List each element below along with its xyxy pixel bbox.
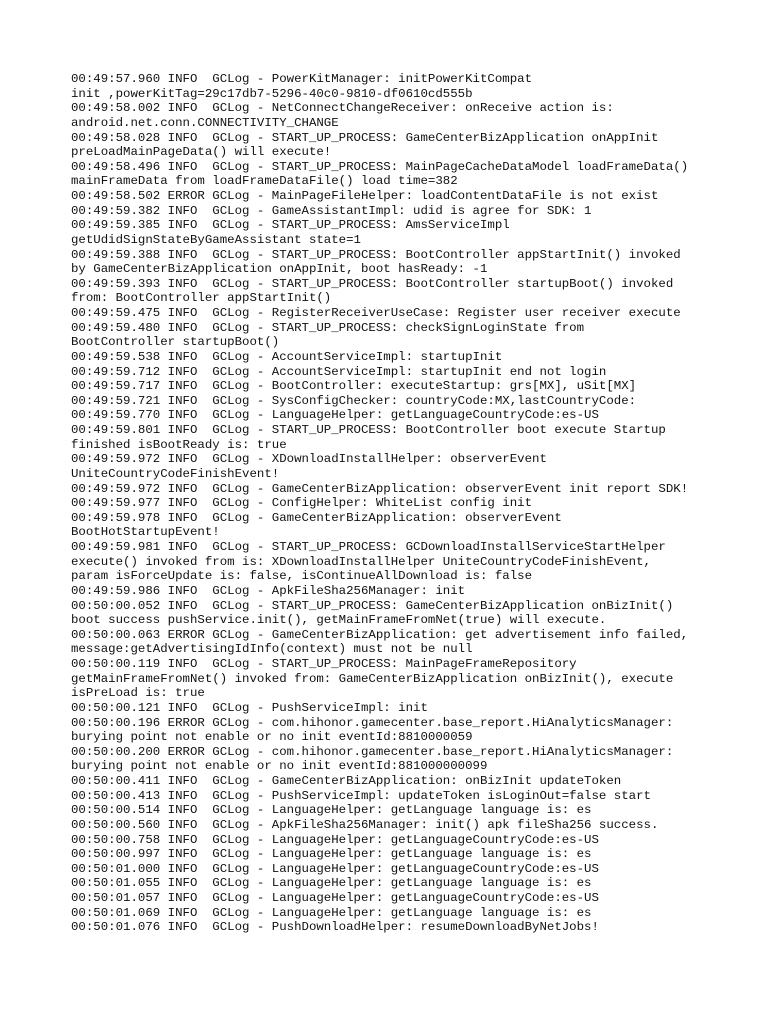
log-line: init ,powerKitTag=29c17db7-5296-40c0-9810-df0610cd555b	[71, 86, 473, 101]
log-line: isPreLoad is: true	[71, 686, 205, 701]
log-line: 00:49:59.801 INFO GCLog - START_UP_PROCESS: BootController boot execute Startup	[71, 423, 666, 437]
log-line: 00:50:00.063 ERROR GCLog - GameCenterBizApplication: get advertisement info failed,	[71, 627, 689, 642]
log-line: 00:50:00.411 INFO GCLog - GameCenterBizApplication: onBizInit updateToken	[71, 774, 622, 788]
log-line: 00:49:59.978 INFO GCLog - GameCenterBizApplication: observerEvent	[71, 510, 562, 525]
log-line: message:getAdvertisingIdInfo(context) must not be null	[71, 642, 473, 657]
log-line: getMainFrameFromNet() invoked from: GameCenterBizApplication onBizInit(), execute	[71, 671, 674, 686]
log-line: 00:49:59.972 INFO GCLog - XDownloadInstallHelper: observerEvent	[71, 452, 547, 467]
log-line: 00:49:59.977 INFO GCLog - ConfigHelper: WhiteList config init	[71, 496, 533, 511]
log-line: 00:50:00.052 INFO GCLog - START_UP_PROCESS: GameCenterBizApplication onBizInit()	[71, 598, 674, 613]
log-line: 00:49:59.717 INFO GCLog - BootController: executeStartup: grs[MX], uSit[MX]	[71, 379, 637, 394]
log-line: 00:49:58.502 ERROR GCLog - MainPageFileHelper: loadContentDataFile is not exist	[71, 189, 659, 203]
log-line: getUdidSignStateByGameAssistant state=1	[71, 232, 361, 247]
log-line: BootController startupBoot()	[71, 335, 280, 350]
log-line: 00:49:59.480 INFO GCLog - START_UP_PROCESS: checkSignLoginState from	[71, 320, 585, 335]
log-line: 00:50:00.121 INFO GCLog - PushServiceImpl: init	[71, 700, 428, 715]
log-line: param isForceUpdate is: false, isContinueAllDownload is: false	[71, 569, 533, 584]
log-line: 00:50:00.758 INFO GCLog - LanguageHelper: getLanguageCountryCode:es-US	[71, 832, 599, 847]
log-line: burying point not enable or no init eventId:8810000059	[71, 730, 473, 745]
log-line: 00:49:58.002 INFO GCLog - NetConnectChangeReceiver: onReceive action is:	[71, 101, 614, 116]
log-line: 00:49:59.388 INFO GCLog - START_UP_PROCESS: BootController appStartInit() invoked	[71, 247, 681, 262]
log-line: 00:50:01.055 INFO GCLog - LanguageHelper: getLanguage language is: es	[71, 876, 592, 891]
log-line: 00:50:01.069 INFO GCLog - LanguageHelper: getLanguage language is: es	[71, 905, 592, 920]
log-line: 00:50:01.057 INFO GCLog - LanguageHelper: getLanguageCountryCode:es-US	[71, 891, 599, 905]
log-line: mainFrameData from loadFrameDataFile() load time=382	[71, 174, 458, 189]
log-line: 00:50:00.413 INFO GCLog - PushServiceImpl: updateToken isLoginOut=false start	[71, 788, 651, 803]
log-line: 00:49:59.538 INFO GCLog - AccountServiceImpl: startupInit	[71, 349, 503, 364]
log-line: 00:50:00.200 ERROR GCLog - com.hihonor.gamecenter.base_report.HiAnalyticsManager:	[71, 744, 674, 759]
log-line: 00:49:58.028 INFO GCLog - START_UP_PROCESS: GameCenterBizApplication onAppInit	[71, 130, 659, 145]
log-line: 00:50:01.000 INFO GCLog - LanguageHelper: getLanguageCountryCode:es-US	[71, 861, 599, 876]
log-line: burying point not enable or no init eventId:881000000099	[71, 759, 488, 774]
log-line: 00:50:00.119 INFO GCLog - START_UP_PROCESS: MainPageFrameRepository	[71, 657, 577, 671]
log-line: preLoadMainPageData() will execute!	[71, 145, 332, 160]
log-output	[71, 72, 751, 935]
log-line: 00:49:59.972 INFO GCLog - GameCenterBizApplication: observerEvent init report SDK!	[71, 481, 689, 496]
log-line: finished isBootReady is: true	[71, 437, 287, 452]
log-line: 00:50:00.997 INFO GCLog - LanguageHelper: getLanguage language is: es	[71, 847, 592, 862]
log-line: 00:49:59.385 INFO GCLog - START_UP_PROCESS: AmsServiceImpl	[71, 218, 510, 233]
log-line: UniteCountryCodeFinishEvent!	[71, 466, 280, 481]
log-line: by GameCenterBizApplication onAppInit, boot hasReady: -1	[71, 262, 488, 277]
log-line: 00:50:00.514 INFO GCLog - LanguageHelper: getLanguage language is: es	[71, 803, 592, 818]
log-line: 00:49:59.393 INFO GCLog - START_UP_PROCESS: BootController startupBoot() invoked	[71, 276, 674, 291]
log-line: 00:49:59.986 INFO GCLog - ApkFileSha256Manager: init	[71, 583, 466, 598]
log-line: 00:49:57.960 INFO GCLog - PowerKitManager: initPowerKitCompat	[71, 72, 533, 86]
log-line: from: BootController appStartInit()	[71, 291, 332, 306]
log-line: 00:49:59.981 INFO GCLog - START_UP_PROCESS: GCDownloadInstallServiceStartHelper	[71, 540, 666, 554]
log-line: 00:49:59.721 INFO GCLog - SysConfigChecker: countryCode:MX,lastCountryCode:	[71, 393, 637, 408]
log-line: 00:49:58.496 INFO GCLog - START_UP_PROCESS: MainPageCacheDataModel loadFrameData()	[71, 159, 689, 174]
log-line: 00:49:59.770 INFO GCLog - LanguageHelper: getLanguageCountryCode:es-US	[71, 408, 599, 423]
log-line: BootHotStartupEvent!	[71, 525, 220, 540]
log-line: 00:49:59.475 INFO GCLog - RegisterReceiverUseCase: Register user receiver execute	[71, 306, 681, 320]
log-line: 00:50:01.076 INFO GCLog - PushDownloadHelper: resumeDownloadByNetJobs!	[71, 920, 599, 935]
log-line: execute() invoked from is: XDownloadInstallHelper UniteCountryCodeFinishEvent,	[71, 554, 651, 569]
log-line: 00:50:00.560 INFO GCLog - ApkFileSha256Manager: init() apk fileSha256 success.	[71, 817, 659, 832]
log-line: 00:49:59.382 INFO GCLog - GameAssistantImpl: udid is agree for SDK: 1	[71, 203, 592, 218]
log-line: 00:50:00.196 ERROR GCLog - com.hihonor.gamecenter.base_report.HiAnalyticsManager:	[71, 715, 674, 730]
log-line: boot success pushService.init(), getMainFrameFromNet(true) will execute.	[71, 613, 607, 628]
log-line: 00:49:59.712 INFO GCLog - AccountServiceImpl: startupInit end not login	[71, 364, 607, 379]
log-line: android.net.conn.CONNECTIVITY_CHANGE	[71, 115, 339, 130]
